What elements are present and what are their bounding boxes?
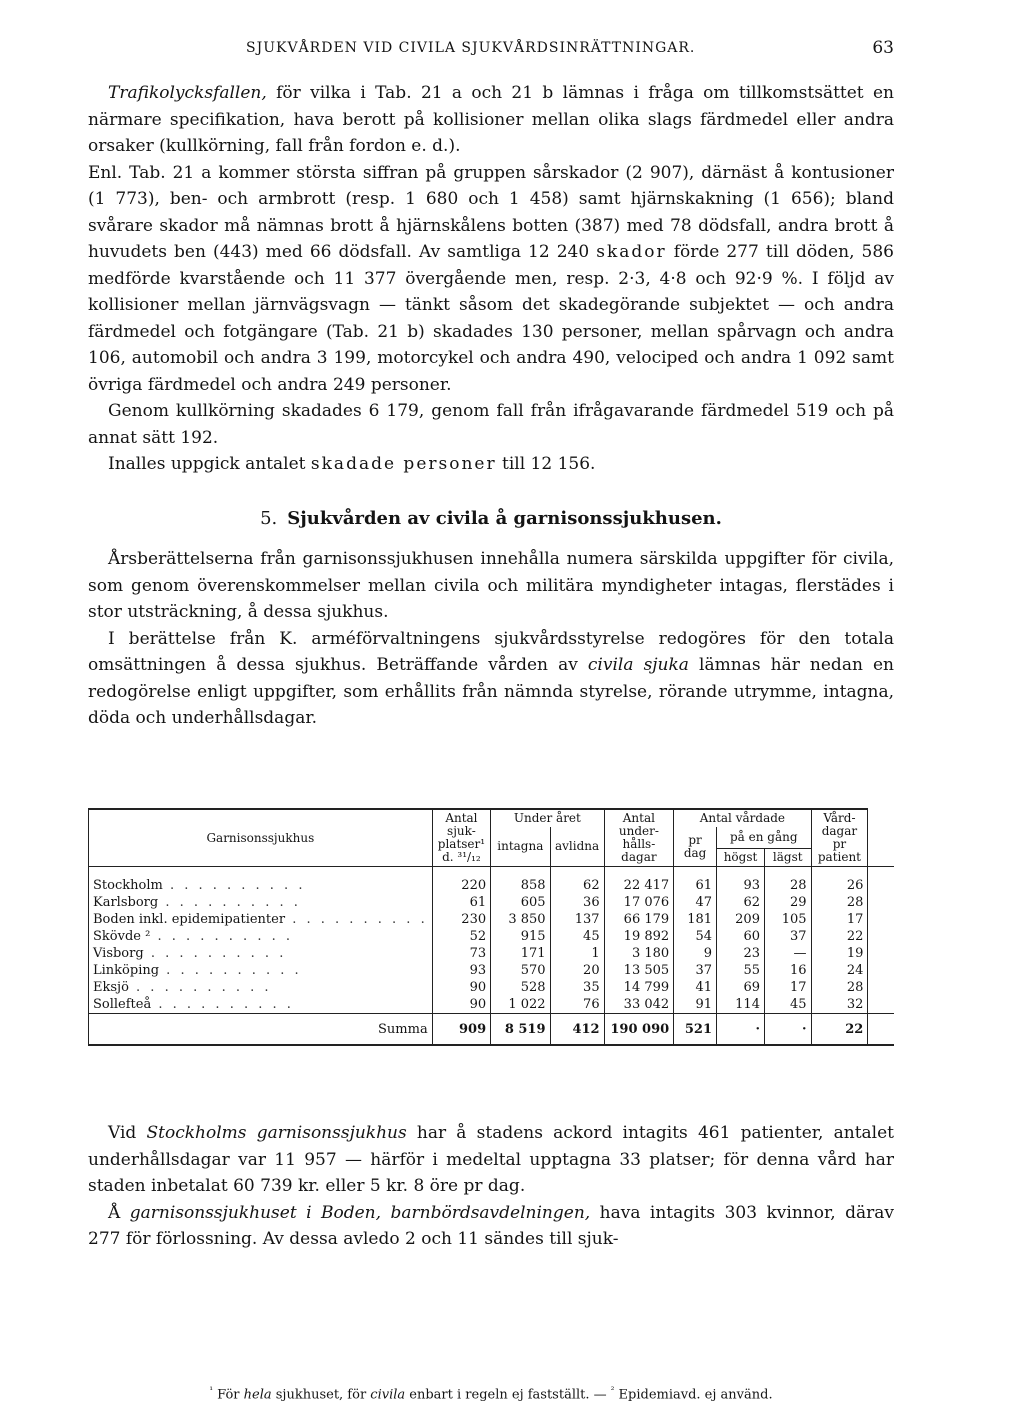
cell-high: 69 — [717, 979, 765, 996]
sum-low: · — [764, 1014, 811, 1046]
table-row — [89, 996, 895, 1014]
header-beds: Antal sjuk-platser¹ d. ³¹/₁₂ — [432, 809, 490, 867]
hospital-name: Visborg . . . . . . . . . . — [89, 945, 433, 962]
cell-beds: 73 — [432, 945, 490, 962]
hospital-name: Linköping . . . . . . . . . . — [89, 962, 433, 979]
hospital-name: Sollefteå . . . . . . . . . . — [89, 996, 433, 1014]
footnote: $^{^1}$ För hela sjukhuset, för civila enbart i regeln ej fastställt. — $^{^2}$ Epidemiavd. ej använd. — [209, 1386, 773, 1403]
cell-high: 114 — [717, 996, 765, 1014]
cell-per-day: 181 — [674, 911, 717, 928]
hospital-name: Skövde ² . . . . . . . . . . — [89, 928, 433, 945]
cell-high: 209 — [717, 911, 765, 928]
cell-per-patient: 19 — [811, 945, 868, 962]
sum-deceased: 412 — [550, 1014, 604, 1046]
paragraph-annual-reports: Årsberättelserna från garnisonssjukhusen innehålla numera särskilda uppgifter för civila, som genom överenskommelser mellan civila och militära myndigheter intagas, flerstädes i stor utsträckning, å dessa sjukhus. — [88, 549, 894, 622]
cell-deceased: 36 — [550, 894, 604, 911]
table-row — [89, 894, 895, 911]
sum-beds: 909 — [432, 1014, 490, 1046]
header-during-year: Under året — [491, 809, 604, 827]
table-row — [89, 979, 895, 996]
cell-days: 19 892 — [604, 928, 674, 945]
cell-per-patient: 17 — [811, 911, 868, 928]
cell-days: 13 505 — [604, 962, 674, 979]
sum-per-day: 521 — [674, 1014, 717, 1046]
page-number: 63 — [872, 38, 894, 58]
cell-days: 14 799 — [604, 979, 674, 996]
cell-per-patient: 24 — [811, 962, 868, 979]
header-deceased: avlidna — [550, 827, 604, 867]
sum-row — [89, 1014, 895, 1046]
paragraph-stockholm: Vid Stockholms garnisonssjukhus har å stadens ackord intagits 461 patienter, antalet underhållsdagar var 11 957 — härför i medeltal upptagna 33 platser; för denna vård har staden inbetalat 60 739 kr. eller 5 kr. 8 öre pr dag. — [88, 1123, 894, 1196]
header-care-days: Antal under-hålls-dagar — [604, 809, 674, 867]
hospital-name: Karlsborg . . . . . . . . . . — [89, 894, 433, 911]
cell-per-day: 47 — [674, 894, 717, 911]
cell-admitted: 915 — [491, 928, 550, 945]
cell-beds: 90 — [432, 979, 490, 996]
header-admitted: intagna — [491, 827, 550, 867]
cell-per-patient: 28 — [811, 894, 868, 911]
sum-label: Summa — [89, 1014, 433, 1046]
cell-per-day: 9 — [674, 945, 717, 962]
cell-high: 60 — [717, 928, 765, 945]
section-title: Sjukvården av civila å garnisonssjukhusen. — [287, 507, 722, 529]
header-days-per-patient: Vård-dagar pr patient — [811, 809, 868, 867]
header-count-cared: Antal vårdade — [674, 809, 811, 827]
hospital-name: Boden inkl. epidemipatienter . . . . . . . . . . — [89, 911, 433, 928]
cell-admitted: 605 — [491, 894, 550, 911]
paragraph-kullkorning: Genom kullkörning skadades 6 179, genom fall från ifrågavarande färdmedel 519 och på annat sätt 192. — [88, 401, 894, 448]
paragraph-boden: Å garnisonssjukhuset i Boden, barnbördsavdelningen, hava intagits 303 kvinnor, därav 277 för förlossning. Av dessa avledo 2 och 11 sändes till sjuk- — [88, 1202, 894, 1249]
cell-per-patient: 32 — [811, 996, 868, 1014]
table-row — [89, 962, 895, 979]
paragraph-injuries: Enl. Tab. 21 a kommer största siffran på gruppen sårskador (2 907), därnäst å kontusioner (1 773), ben- och armbrott (resp. 1 680 och 1 458) samt hjärnskakning (1 656); bland svårare skador må nämnas brott å hjärnskålens botten (387) med 78 dödsfall, andra brott å huvudets ben (443) med 66 dödsfall. Av samtliga 12 240 skador förde 277 till döden, 586 medförde kvarstående och 11 377 övergående men, resp. 2·3, 4·8 och 92·9 %. I följd av kollisioner mellan järnvägsvagn — tänkt såsom det skadegörande subjektet — och andra färdmedel och fotgängare (Tab. 21 b) skadades 130 personer, mellan spårvagn och andra 106, automobil och andra 3 199, motorcykel och andra 490, velociped och andra 1 092 samt övriga färdmedel och andra 249 personer. — [88, 162, 894, 395]
table-row — [89, 945, 895, 962]
cell-beds: 93 — [432, 962, 490, 979]
cell-days: 17 076 — [604, 894, 674, 911]
hospital-name: Eksjö . . . . . . . . . . — [89, 979, 433, 996]
closing-text — [88, 1120, 894, 1253]
table-row — [89, 911, 895, 928]
cell-days: 33 042 — [604, 996, 674, 1014]
paragraph-army-report: I berättelse från K. arméförvaltningens sjukvårdsstyrelse redogöres för den totala omsättningen å dessa sjukhus. Beträffande vården av civila sjuka lämnas här nedan en redogörelse enligt uppgifter, som erhållits från nämnda styrelse, rörande utrymme, intagna, döda och underhållsdagar. — [88, 628, 894, 728]
cell-per-day: 61 — [674, 867, 717, 895]
cell-per-day: 37 — [674, 962, 717, 979]
section-number: 5. — [260, 507, 278, 529]
cell-admitted: 171 — [491, 945, 550, 962]
cell-beds: 61 — [432, 894, 490, 911]
hospital-name: Stockholm . . . . . . . . . . — [89, 867, 433, 895]
cell-days: 22 417 — [604, 867, 674, 895]
cell-admitted: 528 — [491, 979, 550, 996]
cell-admitted: 858 — [491, 867, 550, 895]
cell-low: 16 — [764, 962, 811, 979]
document-page — [88, 0, 894, 1424]
cell-deceased: 1 — [550, 945, 604, 962]
cell-admitted: 570 — [491, 962, 550, 979]
lead-term: Trafikolycksfallen, — [108, 83, 267, 103]
cell-low: — — [764, 945, 811, 962]
cell-per-patient: 28 — [811, 979, 868, 996]
cell-beds: 220 — [432, 867, 490, 895]
header-hospital: Garnisonssjukhus — [89, 809, 433, 867]
header-same-day: på en gång — [717, 827, 812, 849]
running-title: SJUKVÅRDEN VID CIVILA SJUKVÅRDSINRÄTTNINGAR. — [246, 40, 696, 56]
cell-deceased: 62 — [550, 867, 604, 895]
body-text — [88, 80, 894, 732]
cell-low: 37 — [764, 928, 811, 945]
table-row — [89, 867, 895, 895]
cell-low: 29 — [764, 894, 811, 911]
cell-high: 93 — [717, 867, 765, 895]
cell-per-day: 54 — [674, 928, 717, 945]
header-per-day: pr dag — [674, 827, 717, 867]
cell-high: 62 — [717, 894, 765, 911]
cell-per-day: 91 — [674, 996, 717, 1014]
cell-deceased: 45 — [550, 928, 604, 945]
paragraph-total: Inalles uppgick antalet skadade personer till 12 156. — [108, 454, 596, 474]
cell-high: 55 — [717, 962, 765, 979]
cell-deceased: 137 — [550, 911, 604, 928]
table-row — [89, 928, 895, 945]
cell-per-day: 41 — [674, 979, 717, 996]
cell-low: 28 — [764, 867, 811, 895]
section-heading — [88, 506, 894, 533]
header-lowest: lägst — [764, 849, 811, 867]
cell-admitted: 3 850 — [491, 911, 550, 928]
table-body — [89, 867, 895, 1046]
sum-per-patient: 22 — [811, 1014, 868, 1046]
cell-days: 3 180 — [604, 945, 674, 962]
garrison-hospital-table — [88, 808, 894, 1046]
cell-low: 105 — [764, 911, 811, 928]
data-table — [88, 808, 894, 1046]
cell-high: 23 — [717, 945, 765, 962]
sum-days: 190 090 — [604, 1014, 674, 1046]
sum-high: · — [717, 1014, 765, 1046]
cell-low: 45 — [764, 996, 811, 1014]
page-header — [88, 38, 894, 60]
cell-beds: 90 — [432, 996, 490, 1014]
cell-per-patient: 26 — [811, 867, 868, 895]
cell-admitted: 1 022 — [491, 996, 550, 1014]
cell-beds: 52 — [432, 928, 490, 945]
cell-deceased: 20 — [550, 962, 604, 979]
cell-beds: 230 — [432, 911, 490, 928]
cell-deceased: 76 — [550, 996, 604, 1014]
sum-admitted: 8 519 — [491, 1014, 550, 1046]
cell-per-patient: 22 — [811, 928, 868, 945]
cell-low: 17 — [764, 979, 811, 996]
cell-days: 66 179 — [604, 911, 674, 928]
header-highest: högst — [717, 849, 765, 867]
cell-deceased: 35 — [550, 979, 604, 996]
paragraph-traffic-accidents: Trafikolycksfallen, för vilka i Tab. 21 a och 21 b lämnas i fråga om tillkomstsättet en närmare specifikation, hava berott på kollisioner mellan olika slags färdmedel eller andra orsaker (kullkörning, fall från fordon e. d.). — [88, 83, 894, 156]
